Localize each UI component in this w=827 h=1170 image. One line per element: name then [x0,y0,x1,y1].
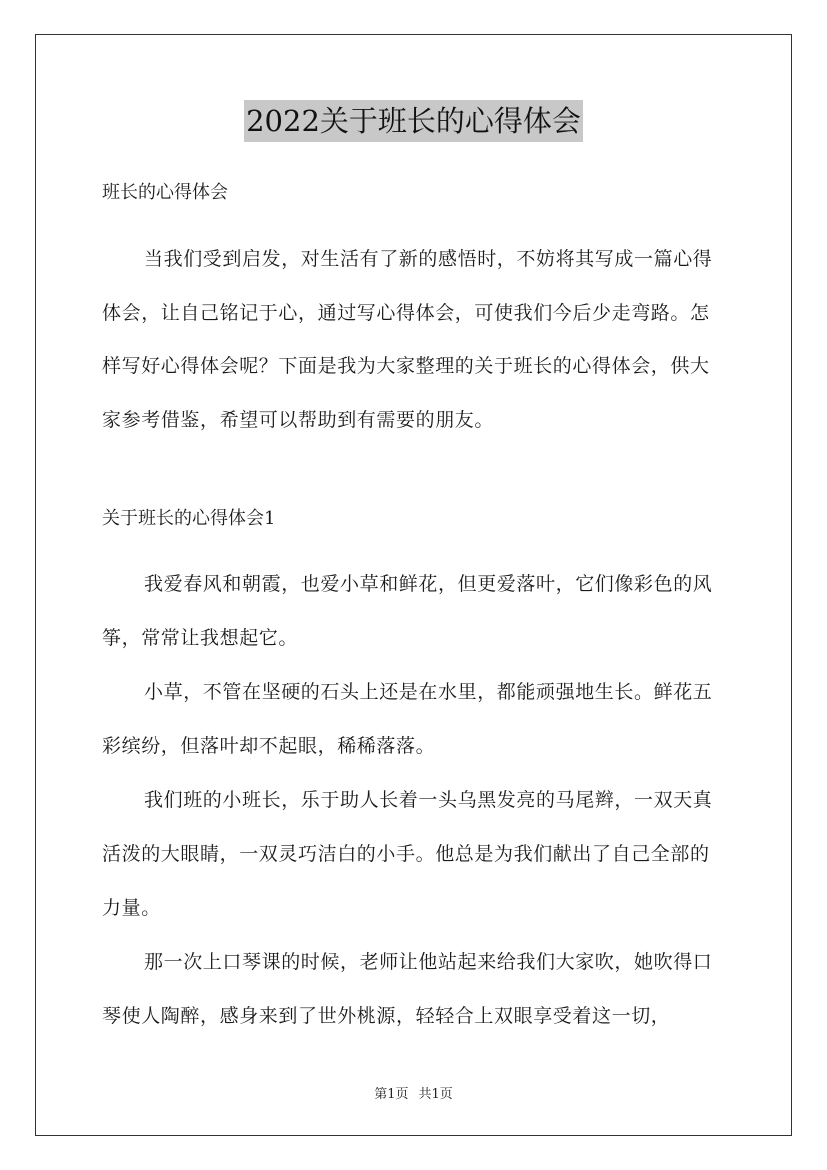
body-paragraph-1: 我爱春风和朝霞，也爱小草和鲜花，但更爱落叶，它们像彩色的风筝，常常让我想起它。 [102,573,713,649]
section-heading: 班长的心得体会 [102,182,228,203]
title-container [0,100,827,142]
body-paragraph-4: 那一次上口琴课的时候，老师让他站起来给我们大家吹，她吹得口琴使人陶醉，感身来到了世外桃源，轻轻合上双眼享受着这一切， [102,951,713,1027]
body-paragraph-3: 我们班的小班长，乐于助人长着一头乌黑发亮的马尾辫，一双天真活泼的大眼睛，一双灵巧洁白的小手。他总是为我们献出了自己全部的力量。 [102,789,713,919]
intro-paragraph: 当我们受到启发，对生活有了新的感悟时，不妨将其写成一篇心得体会，让自己铭记于心，通过写心得体会，可使我们今后少走弯路。怎样写好心得体会呢？下面是我为大家整理的关于班长的心得体会，供大家参考借鉴，希望可以帮助到有需要的朋友。 [102,248,713,431]
page-total: 共1页 [418,1087,453,1102]
article-heading: 关于班长的心得体会1 [102,508,276,529]
document-title: 2022关于班长的心得体会 [244,100,583,142]
page-number: 第1页 [374,1087,409,1102]
body-paragraph-2: 小草，不管在坚硬的石头上还是在水里，都能顽强地生长。鲜花五彩缤纷，但落叶却不起眼，稀稀落落。 [102,681,713,757]
page-footer [0,1083,827,1102]
